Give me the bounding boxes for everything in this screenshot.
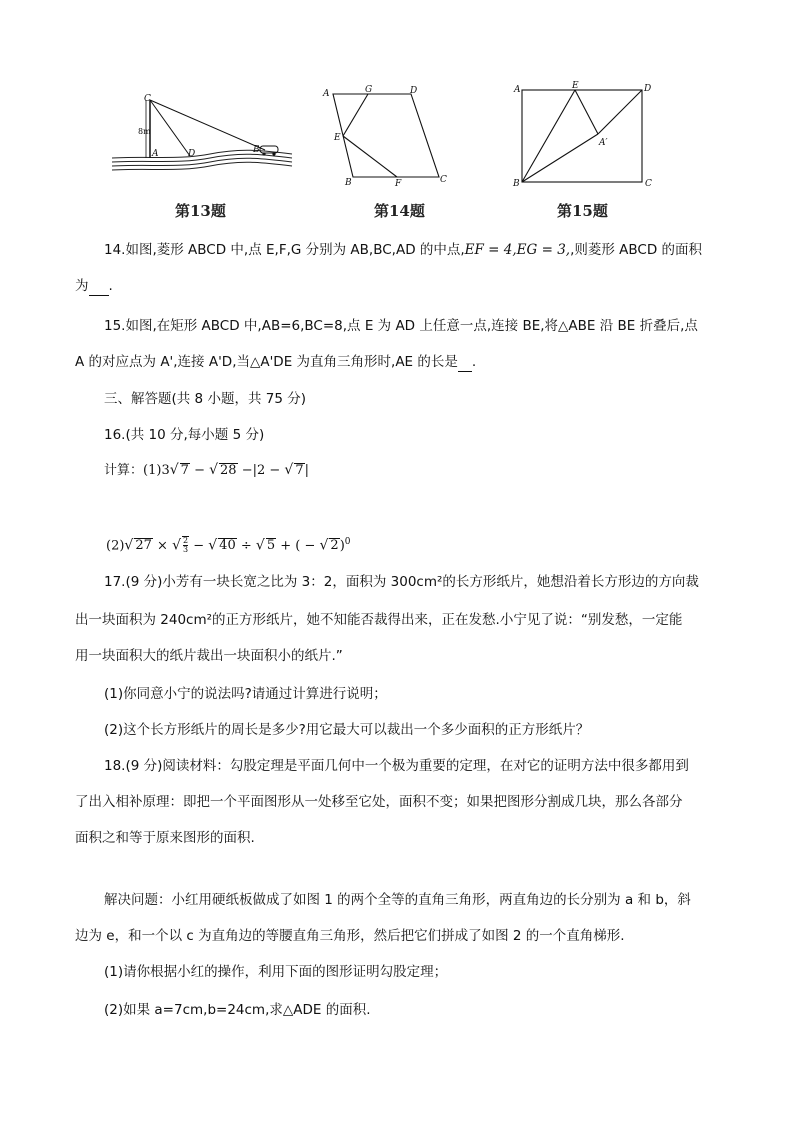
q16-part-2-fraction	[183, 537, 188, 554]
q16-heading: 16.(共 10 分,每小题 5 分)	[104, 427, 265, 443]
q15-line-1: 15.如图,在矩形 ABCD 中,AB=6,BC=8,点 E 为 AD 上任意一点,连接 BE,将△ABE 沿 BE 折叠后,点	[104, 318, 698, 334]
q14-text-post: ,则菱形 ABCD 的面积	[570, 242, 703, 258]
q18-solve-2: 边为 e，和一个以 c 为直角边的等腰直角三角形，然后把它们拼成了如图 2 的一个直角梯形.	[75, 928, 625, 944]
q17-sub-1: (1)你同意小宁的说法吗?请通过计算进行说明；	[104, 686, 387, 702]
q16-part-2-fraction-num: 2	[182, 536, 189, 546]
q14-line-2: 为 .	[75, 278, 113, 294]
figure-13	[110, 92, 300, 182]
q16-part-2-fraction-den: 3	[182, 545, 189, 555]
q16-part-2-radicand-4: 2	[330, 538, 339, 554]
q16-part-2-radicand-3: 5	[266, 538, 276, 554]
figure-13-caption: 第13题	[175, 202, 226, 220]
q16-part-1-coef: 3	[161, 463, 170, 478]
q17-line-3: 用一块面积大的纸片裁出一块面积小的纸片.”	[75, 648, 343, 664]
figure-15-label-c: C	[645, 179, 652, 189]
q16-part-1-radicand-2: 28	[220, 463, 237, 478]
figure-14-label-c: C	[440, 175, 447, 185]
q17-line-2: 出一块面积为 240cm²的正方形纸片，她不知能否裁得出来，正在发愁.小宁见了说：“别发愁，一定能	[75, 612, 683, 628]
figure-14-drawing	[315, 82, 455, 192]
figure-15	[510, 82, 660, 192]
q18-line-1: 18.(9 分)阅读材料：勾股定理是平面几何中一个极为重要的定理，在对它的证明方法中很多都用到	[104, 758, 689, 774]
q18-line-2: 了出入相补原理：即把一个平面图形从一处移至它处，面积不变；如果把图形分割成几块，那么各部分	[75, 794, 683, 810]
q14-line-2-text: 为	[75, 278, 89, 294]
q17-line-1: 17.(9 分)小芳有一块长宽之比为 3：2，面积为 300cm²的长方形纸片，她想沿着长方形边的方向裁	[104, 574, 699, 590]
figure-13-label-b: B	[253, 145, 260, 155]
q14-formula: EF = 4,EG = 3,	[464, 242, 571, 258]
q14-text-pre: 14.如图,菱形 ABCD 中,点 E,F,G 分别为 AB,BC,AD 的中点,	[104, 242, 465, 258]
figure-15-caption: 第15题	[557, 202, 608, 220]
q16-part-2: (2)√ 27 × √ $\frac{2}{3}$ − √ 40 ÷ √ 5 + ( − √ 2)$^0$	[106, 536, 351, 555]
q15-line-2-text: A 的对应点为 A',连接 A'D,当△A'DE 为直角三角形时,AE 的长是	[75, 354, 458, 370]
figure-15-label-e: E	[572, 81, 579, 91]
figure-13-label-a: A	[152, 149, 159, 159]
figure-13-label-c: C	[144, 94, 151, 104]
q14-answer-blank	[89, 281, 109, 296]
q18-solve-1: 解决问题：小红用硬纸板做成了如图 1 的两个全等的直角三角形，两直角边的长分别为 a 和 b，斜	[104, 892, 691, 908]
figure-13-drawing	[110, 92, 300, 182]
figure-14-label-d: D	[410, 86, 418, 96]
figure-14-label-g: G	[365, 85, 373, 95]
q16-part-1-abs-term: 2 −	[256, 463, 285, 478]
figure-13-label-d: D	[188, 149, 196, 159]
q16-part-1-radicand-4: 7	[295, 463, 304, 478]
figure-13-label-height: 8m	[138, 127, 151, 136]
q16-part-2-radicand-1: 27	[135, 538, 152, 554]
q15-answer-blank	[458, 357, 472, 372]
figure-15-drawing	[510, 82, 660, 192]
q16-part-1: 计算：(1)3√ 7 − √ 28 −|2 − √ 7|	[104, 462, 310, 478]
figure-15-label-a: A	[514, 85, 521, 95]
q16-part-2-exponent: 0	[344, 537, 351, 547]
q16-part-1-number: (1)	[143, 463, 162, 478]
q16-part-2-number: (2)	[106, 538, 125, 554]
q14-line-1	[104, 240, 754, 260]
q18-sub-2: (2)如果 a=7cm,b=24cm,求△ADE 的面积.	[104, 1002, 371, 1018]
figure-14-label-b: B	[345, 178, 352, 188]
section-3-heading: 三、解答题(共 8 小题，共 75 分)	[104, 391, 306, 407]
figure-14	[315, 82, 455, 192]
figure-14-label-f: F	[395, 179, 402, 189]
figure-15-label-d: D	[644, 84, 652, 94]
figure-14-label-e: E	[334, 133, 341, 143]
q16-part-1-radicand-1: 7	[180, 463, 189, 478]
q16-label: 计算：	[104, 463, 144, 478]
q17-sub-2: (2)这个长方形纸片的周长是多少?用它最大可以裁出一个多少面积的正方形纸片？	[104, 722, 590, 738]
q16-part-2-radicand-2: 40	[219, 538, 236, 554]
q18-sub-1: (1)请你根据小红的操作，利用下面的图形证明勾股定理；	[104, 964, 448, 980]
figure-15-label-a-prime: A′	[599, 138, 608, 148]
figure-14-caption: 第14题	[374, 202, 425, 220]
q18-line-3: 面积之和等于原来图形的面积.	[75, 830, 255, 846]
q15-line-2: A 的对应点为 A',连接 A'D,当△A'DE 为直角三角形时,AE 的长是 .	[75, 354, 477, 370]
figure-14-label-a: A	[323, 89, 330, 99]
figure-15-label-b: B	[513, 179, 520, 189]
